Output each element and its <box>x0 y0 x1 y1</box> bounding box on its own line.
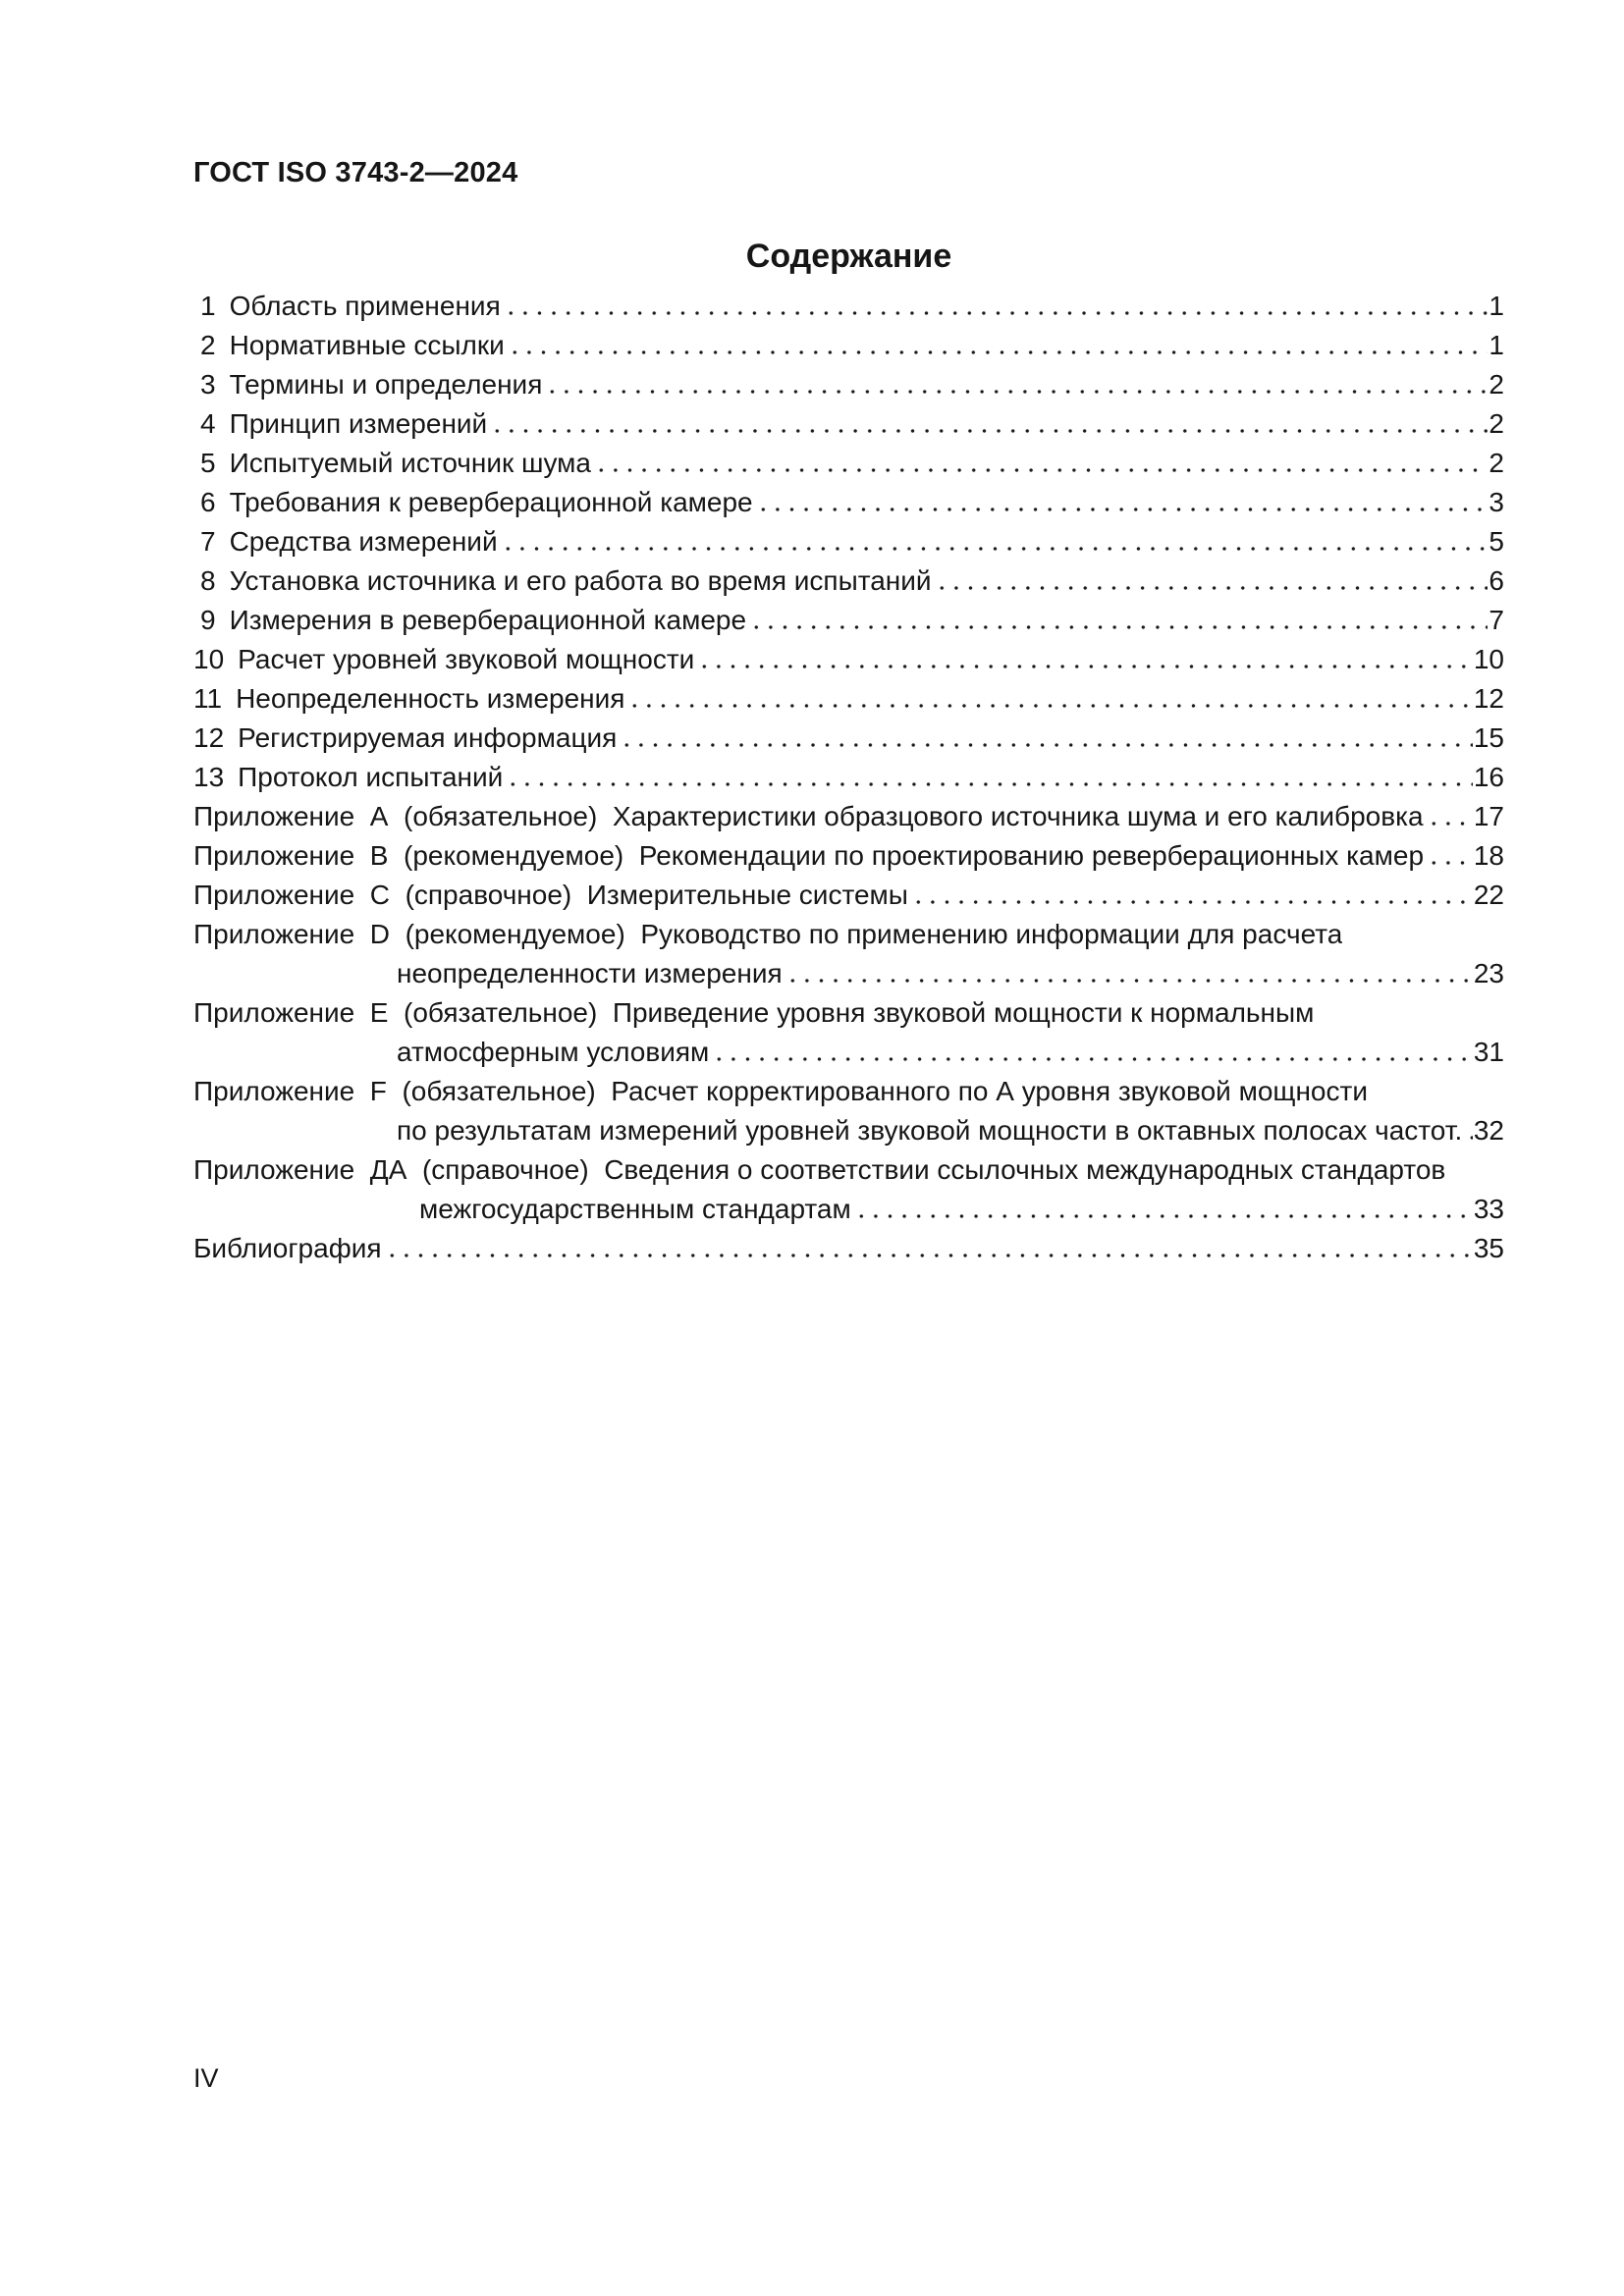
toc-item-row <box>193 758 1504 797</box>
toc-page-number: 33 <box>1473 1194 1504 1224</box>
toc-appendix-row <box>193 915 1504 954</box>
toc-appendix-label: Приложение А (обязательное) Характеристики образцового источника шума и его калибровка <box>193 801 1424 831</box>
toc-appendix-row <box>193 993 1504 1033</box>
toc-item-label: Измерения в реверберационной камере <box>229 605 747 635</box>
toc-appendix-label: Приложение Е (обязательное) Приведение уровня звуковой мощности к нормальным <box>193 997 1315 1028</box>
toc-item-label: Область применения <box>229 291 501 321</box>
toc-page-number: 6 <box>1489 565 1504 596</box>
toc-item-number: 11 <box>193 683 223 714</box>
toc-page-number: 2 <box>1489 369 1504 400</box>
toc-continuation-row <box>193 954 1504 993</box>
toc-item-number: 3 <box>200 369 216 400</box>
toc-appendix-row <box>193 836 1504 876</box>
toc-item-label: Неопределенность измерения <box>236 683 625 714</box>
dotted-leader <box>854 1190 1473 1229</box>
dotted-leader <box>545 365 1488 404</box>
toc-item-row <box>193 640 1504 679</box>
toc-page-number: 10 <box>1473 644 1504 674</box>
toc-continuation-row <box>193 1033 1504 1072</box>
toc-item-row <box>193 365 1504 404</box>
toc-item-label: Средства измерений <box>229 526 498 557</box>
toc-page-number: 1 <box>1489 330 1504 360</box>
toc-item-row <box>193 719 1504 758</box>
toc-appendix-label: Приложение F (обязательное) Расчет корректированного по А уровня звуковой мощности <box>193 1076 1368 1106</box>
toc-appendix-label: Приложение ДА (справочное) Сведения о соответствии ссылочных международных стандартов <box>193 1154 1446 1185</box>
toc-continuation-row <box>193 1190 1504 1229</box>
toc-item-label: Требования к реверберационной камере <box>229 487 753 517</box>
dotted-leader <box>1465 1111 1473 1150</box>
toc-item-label: Испытуемый источник шума <box>229 448 591 478</box>
toc-title: Содержание <box>745 238 952 275</box>
toc-page-number: 5 <box>1489 526 1504 557</box>
toc-item-label: Нормативные ссылки <box>229 330 505 360</box>
toc-page-number: 18 <box>1473 840 1504 871</box>
toc-page-number: 31 <box>1473 1037 1504 1067</box>
toc-item-row <box>193 326 1504 365</box>
page-content <box>193 0 1504 2296</box>
document-code: ГОСТ ISO 3743-2—2024 <box>193 157 518 188</box>
toc-page-number: 2 <box>1489 448 1504 478</box>
toc-page-number: 23 <box>1473 958 1504 988</box>
dotted-leader <box>490 404 1488 444</box>
toc-appendix-label: Приложение D (рекомендуемое) Руководство по применению информации для расчета <box>193 919 1343 949</box>
toc-appendix-row <box>193 1072 1504 1111</box>
toc-item-number: 8 <box>200 565 216 596</box>
toc-item-number: 2 <box>200 330 216 360</box>
toc-page-number: 15 <box>1473 722 1504 753</box>
toc-appendix-label-continued: межгосударственным стандартам <box>419 1194 851 1224</box>
toc-appendix-row <box>193 1150 1504 1190</box>
toc-item-row <box>193 444 1504 483</box>
toc-item-row <box>193 404 1504 444</box>
toc-page-number: 17 <box>1473 801 1504 831</box>
toc-item-number: 12 <box>193 722 225 753</box>
dotted-leader <box>1427 836 1473 876</box>
toc-bibliography-label: Библиография <box>193 1233 382 1263</box>
toc-item-label: Протокол испытаний <box>238 762 504 792</box>
dotted-leader <box>620 719 1473 758</box>
toc-item-label: Принцип измерений <box>229 408 488 439</box>
toc-page-number: 1 <box>1489 291 1504 321</box>
toc-item-number: 6 <box>200 487 216 517</box>
toc-item-number: 10 <box>193 644 225 674</box>
dotted-leader <box>594 444 1488 483</box>
toc-appendix-label-continued: неопределенности измерения <box>397 958 783 988</box>
dotted-leader <box>697 640 1473 679</box>
toc-appendix-label: Приложение С (справочное) Измерительные системы <box>193 880 908 910</box>
toc-item-label: Термины и определения <box>229 369 543 400</box>
toc-bibliography-row <box>193 1229 1504 1268</box>
toc-item-number: 7 <box>200 526 216 557</box>
toc-page-number: 3 <box>1489 487 1504 517</box>
toc-item-row <box>193 601 1504 640</box>
toc-item-row <box>193 561 1504 601</box>
toc-item-number: 5 <box>200 448 216 478</box>
dotted-leader <box>911 876 1473 915</box>
dotted-leader <box>1427 797 1473 836</box>
dotted-leader <box>504 287 1489 326</box>
toc-item-number: 9 <box>200 605 216 635</box>
toc-appendix-row <box>193 797 1504 836</box>
toc-item-label: Установка источника и его работа во время испытаний <box>229 565 932 596</box>
toc-list <box>193 287 1504 1268</box>
toc-item-row <box>193 679 1504 719</box>
toc-item-number: 13 <box>193 762 225 792</box>
page-number-footer: IV <box>193 2063 219 2093</box>
toc-appendix-label: Приложение В (рекомендуемое) Рекомендации по проектированию реверберационных камер <box>193 840 1425 871</box>
toc-item-number: 1 <box>200 291 216 321</box>
toc-page-number: 2 <box>1489 408 1504 439</box>
toc-page-number: 12 <box>1473 683 1504 714</box>
dotted-leader <box>712 1033 1473 1072</box>
toc-item-label: Регистрируемая информация <box>238 722 618 753</box>
toc-page-number: 22 <box>1473 880 1504 910</box>
dotted-leader <box>935 561 1489 601</box>
toc-page-number: 32 <box>1473 1115 1504 1146</box>
dotted-leader <box>756 483 1489 522</box>
toc-item-row <box>193 522 1504 561</box>
toc-appendix-label-continued: атмосферным условиям <box>397 1037 710 1067</box>
toc-appendix-label-continued: по результатам измерений уровней звуковой мощности в октавных полосах частот. <box>397 1115 1462 1146</box>
toc-item-row <box>193 483 1504 522</box>
dotted-leader <box>749 601 1488 640</box>
toc-item-number: 4 <box>200 408 216 439</box>
dotted-leader <box>385 1229 1473 1268</box>
dotted-leader <box>627 679 1472 719</box>
toc-continuation-row <box>193 1111 1504 1150</box>
dotted-leader <box>501 522 1489 561</box>
dotted-leader <box>508 326 1489 365</box>
dotted-leader <box>785 954 1473 993</box>
toc-appendix-row <box>193 876 1504 915</box>
toc-page-number: 35 <box>1473 1233 1504 1263</box>
toc-item-row <box>193 287 1504 326</box>
toc-page-number: 16 <box>1473 762 1504 792</box>
dotted-leader <box>506 758 1473 797</box>
toc-page-number: 7 <box>1489 605 1504 635</box>
toc-item-label: Расчет уровней звуковой мощности <box>238 644 695 674</box>
